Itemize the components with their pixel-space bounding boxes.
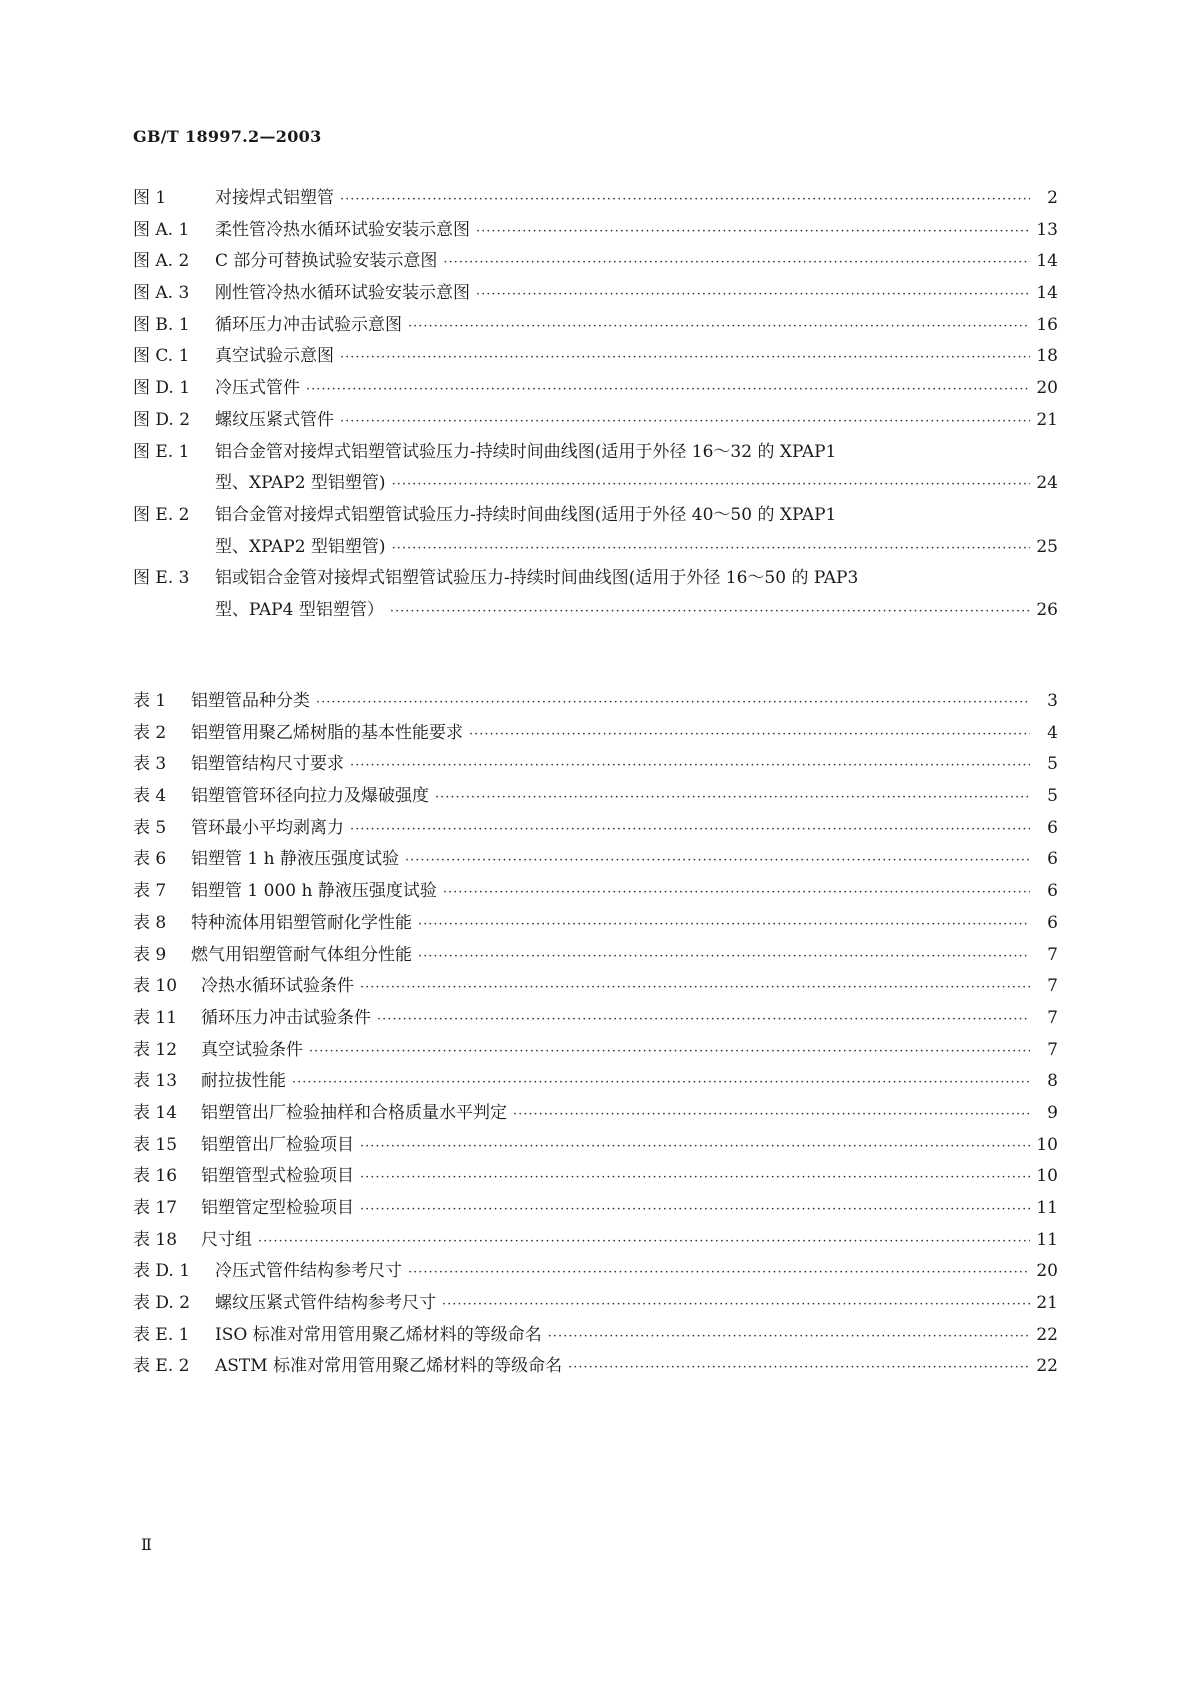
toc-entry[interactable]	[133, 1320, 1058, 1352]
entry-label: 表 2	[133, 722, 167, 743]
entry-title: 螺纹压紧式管件	[215, 409, 334, 430]
entry-label: 表 4	[133, 786, 167, 807]
entry-label: 表 11	[133, 1007, 178, 1028]
toc-entry[interactable]	[133, 500, 1058, 563]
entry-label: 表 15	[133, 1134, 178, 1155]
toc-entry[interactable]	[133, 1256, 1058, 1288]
entry-page: 14	[1036, 251, 1058, 272]
entry-label: 表 9	[133, 944, 167, 965]
entry-label: 图 A. 3	[133, 283, 190, 304]
entry-label: 表 6	[133, 849, 167, 870]
entry-title: 刚性管冷热水循环试验安装示意图	[215, 283, 470, 304]
entry-page: 7	[1047, 976, 1058, 997]
leader-dots	[360, 1194, 1030, 1226]
entry-label: 表 12	[133, 1039, 178, 1060]
entry-label: 图 1	[133, 188, 167, 208]
entry-title: 管环最小平均剥离力	[191, 817, 344, 838]
leader-dots	[408, 1257, 1030, 1289]
leader-dots	[292, 1067, 1030, 1099]
entry-page: 13	[1036, 219, 1058, 240]
entry-title-cont: 型、PAP4 型铝塑管）	[215, 599, 384, 620]
entry-label: 表 13	[133, 1071, 178, 1092]
toc-entry[interactable]	[133, 1066, 1058, 1098]
toc-entry[interactable]	[133, 310, 1058, 342]
entry-label: 图 A. 2	[133, 251, 190, 272]
entry-label: 表 7	[133, 881, 167, 902]
toc-entry[interactable]	[133, 781, 1058, 813]
leader-dots	[476, 216, 1030, 248]
entry-title: 铝塑管用聚乙烯树脂的基本性能要求	[191, 722, 463, 743]
entry-title: 铝塑管结构尺寸要求	[191, 754, 344, 775]
entry-page: 6	[1047, 817, 1058, 838]
entry-title: ISO 标准对常用管用聚乙烯材料的等级命名	[215, 1324, 542, 1345]
entry-title: ASTM 标准对常用管用聚乙烯材料的等级命名	[215, 1356, 563, 1377]
entry-title: 循环压力冲击试验示意图	[215, 314, 402, 335]
entry-page: 26	[1036, 599, 1058, 620]
leader-dots	[443, 877, 1030, 909]
entry-title: 特种流体用铝塑管耐化学性能	[191, 912, 412, 933]
entry-label: 表 10	[133, 976, 178, 997]
toc-entry[interactable]	[133, 749, 1058, 781]
entry-title: 铝合金管对接焊式铝塑管试验压力-持续时间曲线图(适用于外径 40～50 的 XPAP1	[215, 504, 837, 525]
entry-title: 冷压式管件	[215, 378, 300, 399]
entry-title: 铝塑管定型检验项目	[201, 1198, 354, 1218]
entry-title: 铝或铝合金管对接焊式铝塑管试验压力-持续时间曲线图(适用于外径 16～50 的 PAP3	[215, 568, 859, 589]
toc-entry[interactable]	[133, 563, 1058, 626]
entry-page: 14	[1036, 283, 1058, 304]
toc-entry[interactable]	[133, 341, 1058, 373]
toc-entry[interactable]	[133, 1098, 1058, 1130]
toc-entry[interactable]	[133, 844, 1058, 876]
toc-entry[interactable]	[133, 1351, 1058, 1383]
leader-dots	[360, 1162, 1030, 1194]
entry-page: 18	[1036, 346, 1058, 367]
entry-label: 图 B. 1	[133, 314, 190, 335]
leader-dots	[442, 1289, 1030, 1321]
entry-label: 表 D. 1	[133, 1261, 191, 1282]
toc-entry[interactable]	[133, 940, 1058, 972]
entry-page: 10	[1036, 1134, 1058, 1155]
entry-title: 铝塑管型式检验项目	[201, 1166, 354, 1187]
leader-dots	[392, 533, 1030, 565]
toc-entry[interactable]	[133, 183, 1058, 215]
entry-title: 铝塑管出厂检验项目	[201, 1134, 354, 1155]
leader-dots	[469, 719, 1030, 751]
entry-page: 5	[1047, 786, 1058, 807]
leader-dots	[340, 406, 1030, 438]
entry-title: 铝塑管品种分类	[191, 691, 310, 711]
entry-page: 6	[1047, 912, 1058, 933]
leader-dots	[340, 184, 1030, 216]
entry-title: C 部分可替换试验安装示意图	[215, 251, 438, 272]
entry-title: 铝塑管出厂检验抽样和合格质量水平判定	[201, 1102, 507, 1123]
leader-dots	[435, 782, 1030, 814]
toc-entry[interactable]	[133, 1288, 1058, 1320]
entry-page: 9	[1047, 1102, 1058, 1123]
toc-entry[interactable]	[133, 1130, 1058, 1162]
entry-page: 10	[1036, 1166, 1058, 1187]
entry-title: 循环压力冲击试验条件	[201, 1007, 371, 1028]
entry-title: 真空试验条件	[201, 1039, 303, 1060]
leader-dots	[309, 1036, 1030, 1068]
entry-label: 表 E. 2	[133, 1356, 190, 1377]
entry-label: 表 8	[133, 912, 167, 933]
leader-dots	[360, 1131, 1030, 1163]
entry-page: 22	[1036, 1324, 1058, 1345]
entry-label: 图 D. 1	[133, 378, 191, 399]
leader-dots	[350, 750, 1030, 782]
leader-dots	[513, 1099, 1030, 1131]
leader-dots	[390, 596, 1030, 628]
entry-page: 7	[1047, 1007, 1058, 1028]
table-list	[133, 686, 1058, 1383]
toc-entry[interactable]	[133, 373, 1058, 405]
entry-page: 25	[1036, 536, 1058, 557]
leader-dots	[258, 1226, 1030, 1258]
figure-list	[133, 183, 1058, 627]
leader-dots	[377, 1004, 1030, 1036]
entry-label: 图 E. 1	[133, 441, 190, 462]
entry-label: 表 16	[133, 1166, 178, 1187]
entry-title: 耐拉拔性能	[201, 1071, 286, 1092]
entry-title: 真空试验示意图	[215, 346, 334, 367]
entry-label: 图 A. 1	[133, 219, 190, 240]
entry-title-cont: 型、XPAP2 型铝塑管)	[215, 473, 386, 494]
entry-label: 表 D. 2	[133, 1293, 191, 1314]
entry-page: 11	[1036, 1198, 1058, 1218]
leader-dots	[418, 941, 1030, 973]
entry-title: 螺纹压紧式管件结构参考尺寸	[215, 1293, 436, 1314]
entry-label: 图 E. 3	[133, 568, 190, 589]
entry-page: 24	[1036, 473, 1058, 494]
entry-page: 7	[1047, 944, 1058, 965]
entry-page: 6	[1047, 849, 1058, 870]
entry-label: 表 3	[133, 754, 167, 775]
entry-label: 图 D. 2	[133, 409, 191, 430]
leader-dots	[476, 279, 1030, 311]
entry-page: 4	[1047, 722, 1058, 743]
leader-dots	[316, 687, 1030, 719]
entry-page: 21	[1036, 409, 1058, 430]
entry-title: 冷热水循环试验条件	[201, 976, 354, 997]
entry-label: 图 E. 2	[133, 504, 190, 525]
leader-dots	[408, 311, 1030, 343]
toc-entry[interactable]	[133, 215, 1058, 247]
entry-title: 对接焊式铝塑管	[215, 188, 334, 208]
leader-dots	[418, 909, 1030, 941]
toc-entry[interactable]	[133, 405, 1058, 437]
entry-title: 铝合金管对接焊式铝塑管试验压力-持续时间曲线图(适用于外径 16～32 的 XPAP1	[215, 441, 837, 462]
leader-dots	[360, 972, 1030, 1004]
toc-entry[interactable]	[133, 1035, 1058, 1067]
entry-page: 3	[1047, 691, 1058, 711]
toc-entry[interactable]	[133, 718, 1058, 750]
leader-dots	[340, 342, 1030, 374]
entry-page: 20	[1036, 378, 1058, 399]
entry-page: 7	[1047, 1039, 1058, 1060]
document-code: GB/T 18997.2—2003	[133, 127, 322, 146]
entry-title: 铝塑管管环径向拉力及爆破强度	[191, 786, 429, 807]
entry-page: 22	[1036, 1356, 1058, 1377]
toc-entry[interactable]	[133, 813, 1058, 845]
toc-entry[interactable]	[133, 686, 1058, 718]
toc-entry[interactable]	[133, 437, 1058, 500]
entry-label: 表 14	[133, 1102, 178, 1123]
toc-entry[interactable]	[133, 1193, 1058, 1225]
entry-title: 铝塑管 1 000 h 静液压强度试验	[191, 881, 437, 902]
leader-dots	[306, 374, 1030, 406]
toc-entry[interactable]	[133, 876, 1058, 908]
page-number: Ⅱ	[141, 1535, 152, 1554]
leader-dots	[548, 1321, 1030, 1353]
entry-label: 图 C. 1	[133, 346, 190, 367]
entry-label: 表 5	[133, 817, 167, 838]
entry-label: 表 1	[133, 691, 167, 711]
leader-dots	[443, 247, 1030, 279]
entry-page: 21	[1036, 1293, 1058, 1314]
entry-page: 11	[1036, 1229, 1058, 1250]
entry-page: 20	[1036, 1261, 1058, 1282]
entry-title: 铝塑管 1 h 静液压强度试验	[191, 849, 399, 870]
toc-entry[interactable]	[133, 1225, 1058, 1257]
entry-page: 5	[1047, 754, 1058, 775]
toc-entry[interactable]	[133, 971, 1058, 1003]
entry-title: 燃气用铝塑管耐气体组分性能	[191, 944, 412, 965]
leader-dots	[405, 845, 1030, 877]
entry-page: 6	[1047, 881, 1058, 902]
entry-page: 16	[1036, 314, 1058, 335]
leader-dots	[392, 469, 1030, 501]
toc-entry[interactable]	[133, 246, 1058, 278]
entry-title: 柔性管冷热水循环试验安装示意图	[215, 219, 470, 240]
toc-entry[interactable]	[133, 1003, 1058, 1035]
entry-label: 表 E. 1	[133, 1324, 190, 1345]
toc-entry[interactable]	[133, 278, 1058, 310]
entry-title: 冷压式管件结构参考尺寸	[215, 1261, 402, 1282]
toc-entry[interactable]	[133, 1161, 1058, 1193]
entry-page: 8	[1047, 1071, 1058, 1092]
entry-title: 尺寸组	[201, 1229, 252, 1250]
toc-entry[interactable]	[133, 908, 1058, 940]
leader-dots	[350, 814, 1030, 846]
entry-page: 2	[1047, 188, 1058, 208]
leader-dots	[568, 1352, 1030, 1384]
entry-label: 表 18	[133, 1229, 178, 1250]
entry-title-cont: 型、XPAP2 型铝塑管)	[215, 536, 386, 557]
entry-label: 表 17	[133, 1198, 178, 1218]
